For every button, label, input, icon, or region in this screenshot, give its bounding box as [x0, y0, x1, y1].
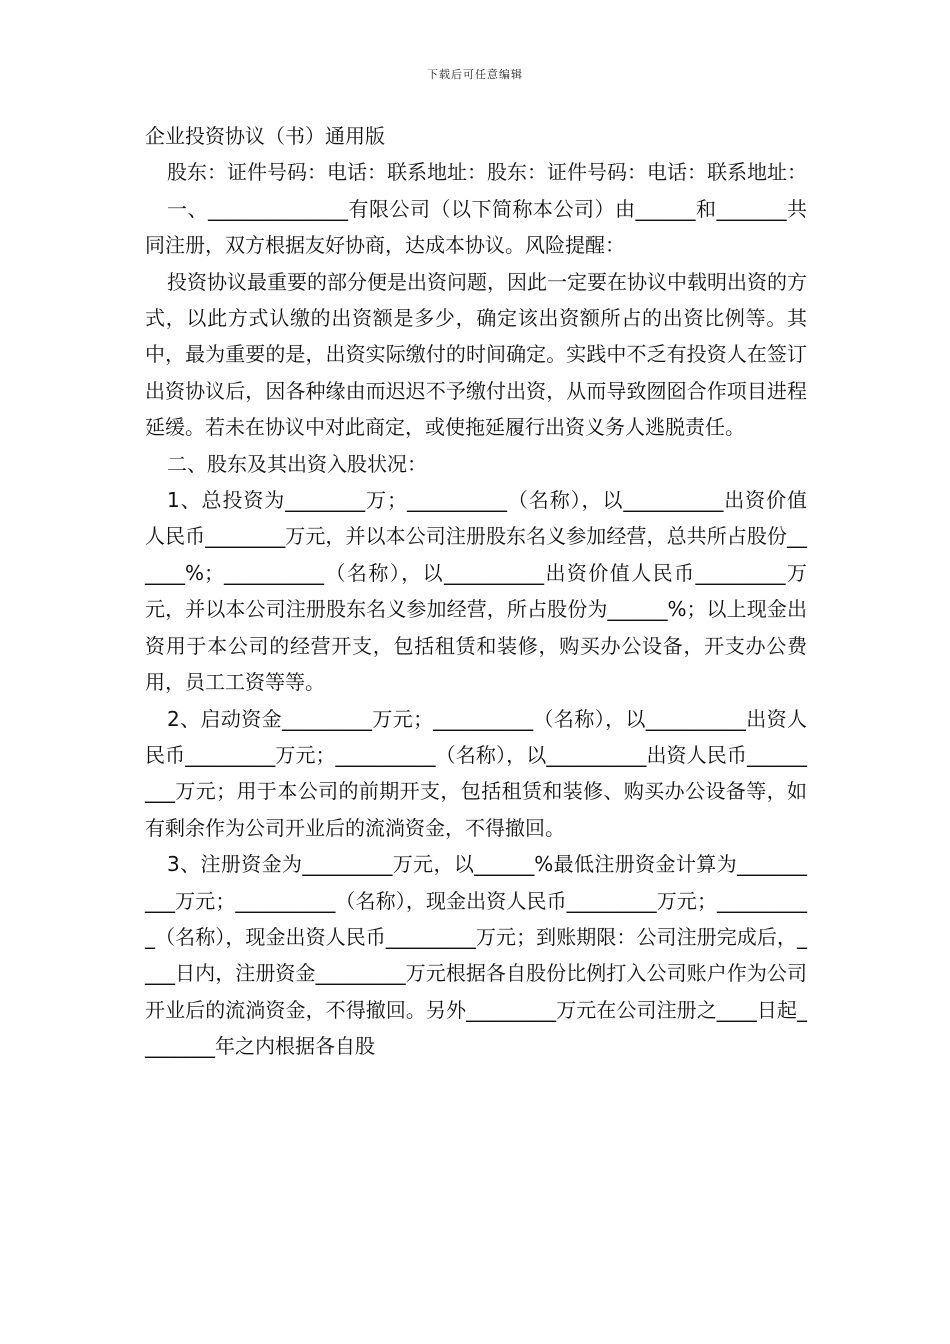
paragraph-section-one: 一、______________有限公司（以下简称本公司）由______和_______共同注册，双方根据友好协商，达成本协议。风险提醒： — [145, 196, 807, 258]
paragraph-item-two: 2、启动资金_________万元；__________（名称），以__________出资人民币_________万元；__________（名称），以__________出资人民币_________万元；用于本公司的前期开支，包括租赁和装修、购买办公设备等，如有剩余作为公司开业后的流淌资金，不得撤回。 — [145, 706, 807, 840]
document-body — [145, 118, 807, 1065]
paragraph-shareholders: 股东：证件号码：电话：联系地址：股东：证件号码：电话：联系地址： — [167, 160, 807, 185]
header-note: 下载后可任意编辑 — [427, 68, 523, 81]
paragraph-risk-note: 投资协议最重要的部分便是出资问题，因此一定要在协议中载明出资的方式，以此方式认缴的出资额是多少，确定该出资额所占的出资比例等。其中，最为重要的是，出资实际缴付的时间确定。实践中不乏有投资人在签订出资协议后，因各种缘由而迟迟不予缴付出资，从而导致囫囵合作项目进程延缓。若未在协议中对此商定，或使拖延履行出资义务人逃脱责任。 — [145, 269, 807, 440]
paragraph-item-one: 1、总投资为________万；__________（名称），以__________出资价值人民币________万元，并以本公司注册股东名义参加经营，总共所占股份______%；__________（名称），以__________出资价值人民币_________万元，并以本公司注册股东名义参加经营，所占股份为______%；以上现金出资用于本公司的经营开支，包括租赁和装修，购买办公设备，开支办公费用，员工工资等等。 — [145, 488, 807, 695]
paragraph-section-two: 二、股东及其出资入股状况： — [167, 451, 427, 476]
paragraph-item-three: 3、注册资金为_________万元，以______%最低注册资金计算为__________万元；__________（名称），现金出资人民币_________万元；__________（名称），现金出资人民币_________万元；到账期限：公司注册完成后，____日内，注册资金_________万元根据各自股份比例打入公司账户作为公司开业后的流淌资金，不得撤回。另外_________万元在公司注册之____日起________年之内根据各自股 — [145, 852, 807, 1059]
document-title: 企业投资协议（书）通用版 — [145, 124, 385, 148]
